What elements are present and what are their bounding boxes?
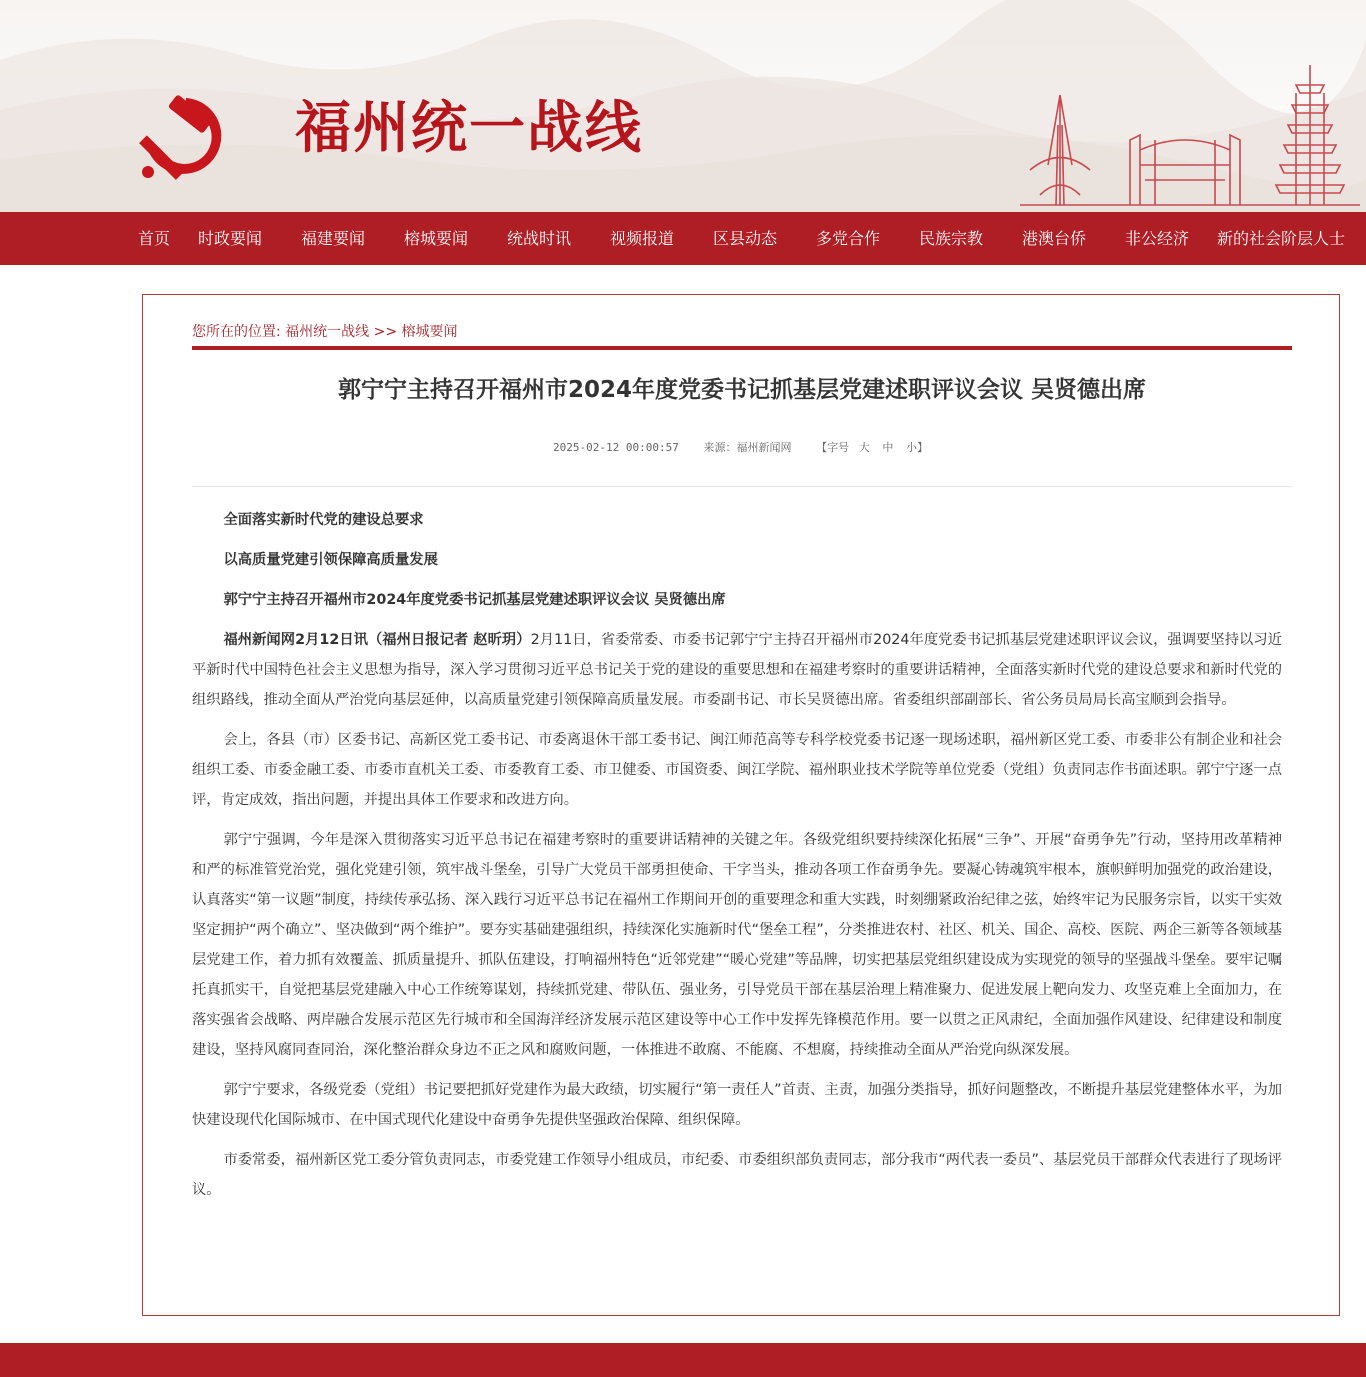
breadcrumb-home-link[interactable]: 福州统一战线 [285, 324, 370, 340]
article-paragraph: 市委常委，福州新区党工委分管负责同志，市委党建工作领导小组成员，市纪委、市委组织部负责同志，部分我市“两代表一委员”、基层党员干部群众代表进行了现场评议。 [192, 1152, 1282, 1198]
nav-item-video-reports[interactable]: 视频报道 [610, 229, 675, 248]
city-landmarks-decoration [1020, 55, 1360, 212]
article-date: 2025-02-12 00:00:57 [553, 441, 679, 454]
header-banner [0, 0, 1366, 212]
meta-divider [192, 486, 1292, 487]
article-meta [192, 439, 1292, 455]
font-size-small-button[interactable]: 小】 [905, 441, 928, 454]
nav-item-non-public-economy[interactable]: 非公经济 [1125, 229, 1190, 248]
nav-item-current-affairs[interactable]: 时政要闻 [198, 229, 263, 248]
nav-item-ethnic-religion[interactable]: 民族宗教 [919, 229, 984, 248]
footer-bar [0, 1343, 1366, 1377]
article-title: 郭宁宁主持召开福州市2024年度党委书记抓基层党建述职评议会议 吴贤德出席 [337, 377, 1147, 403]
breadcrumb-current-link[interactable]: 榕城要闻 [401, 324, 458, 340]
font-size-label: 【字号 [816, 441, 850, 454]
article-lead: 福州新闻网2月12日讯（福州日报记者 赵昕玥） [223, 632, 531, 648]
site-title: 福州统一战线 [295, 95, 643, 161]
nav-item-multi-party[interactable]: 多党合作 [816, 229, 881, 248]
breadcrumb-separator: >> [373, 324, 398, 340]
article-subtitle: 全面落实新时代党的建设总要求 [223, 512, 424, 528]
nav-item-fujian-news[interactable]: 福建要闻 [301, 229, 366, 248]
nav-item-hk-macao-taiwan[interactable]: 港澳台侨 [1022, 229, 1087, 248]
article-paragraph: 会上，各县（市）区委书记、高新区党工委书记、市委离退休干部工委书记、闽江师范高等专科学校党委书记逐一现场述职，福州新区党工委、市委非公有制企业和社会组织工委、市委金融工委、市委市直机关工委、市委教育工委、市卫健委、市国资委、闽江学院、福州职业技术学院等单位党委（党组）负责同志作书面述职。郭宁宁逐一点评，肯定成效，指出问题，并提出具体工作要求和改进方向。 [192, 732, 1282, 808]
article-paragraph-text: 2月11日，省委常委、市委书记郭宁宁主持召开福州市2024年度党委书记抓基层党建述职评议会议，强调要坚持以习近平新时代中国特色社会主义思想为指导，深入学习贯彻习近平总书记关于党的建设的重要思想和在福建考察时的重要讲话精神，全面落实新时代党的建设总要求和新时代党的组织路线，推动全面从严治党向基层延伸，以高质量党建引领保障高质量发展。市委副书记、市长吴贤德出席。省委组织部副部长、省公务员局局长高宝顺到会指导。 [192, 632, 1282, 708]
nav-item-new-social-strata[interactable]: 新的社会阶层人士 [1217, 229, 1346, 248]
nav-item-home[interactable]: 首页 [138, 229, 171, 248]
article-paragraph [192, 625, 1282, 715]
article-subtitle: 郭宁宁主持召开福州市2024年度党委书记抓基层党建述职评议会议 吴贤德出席 [223, 592, 726, 608]
main-nav [0, 212, 1366, 265]
breadcrumb-prefix: 您所在的位置: [192, 324, 281, 340]
article-subtitle: 以高质量党建引领保障高质量发展 [223, 552, 438, 568]
breadcrumb-divider [192, 346, 1292, 350]
breadcrumb [192, 321, 458, 341]
article-body [192, 505, 1282, 1215]
nav-item-united-front-news[interactable]: 统战时讯 [507, 229, 572, 248]
article-source: 来源：福州新闻网 [703, 441, 792, 454]
party-emblem-icon [138, 92, 238, 182]
article-paragraph: 郭宁宁要求，各级党委（党组）书记要把抓好党建作为最大政绩，切实履行“第一责任人”首责、主责，加强分类指导，抓好问题整改，不断提升基层党建整体水平，为加快建设现代化国际城市、在中国式现代化建设中奋勇争先提供坚强政治保障、组织保障。 [192, 1082, 1282, 1128]
nav-item-district-news[interactable]: 区县动态 [713, 229, 778, 248]
nav-item-rongcheng-news[interactable]: 榕城要闻 [404, 229, 469, 248]
font-size-medium-button[interactable]: 中 [882, 441, 894, 454]
article-container [142, 294, 1340, 1316]
font-size-large-button[interactable]: 大 [858, 441, 870, 454]
article-paragraph: 郭宁宁强调，今年是深入贯彻落实习近平总书记在福建考察时的重要讲话精神的关键之年。各级党组织要持续深化拓展“三争”、开展“奋勇争先”行动，坚持用改革精神和严的标准管党治党，强化党建引领，筑牢战斗堡垒，引导广大党员干部勇担使命、干字当头，推动各项工作奋勇争先。要凝心铸魂筑牢根本，旗帜鲜明加强党的政治建设，认真落实“第一议题”制度，持续传承弘扬、深入践行习近平总书记在福州工作期间开创的重要理念和重大实践，时刻绷紧政治纪律之弦，始终牢记为民服务宗旨，以实干实效坚定拥护“两个确立”、坚决做到“两个维护”。要夯实基础建强组织，持续深化实施新时代“堡垒工程”，分类推进农村、社区、机关、国企、高校、医院、两企三新等各领域基层党建工作，着力抓有效覆盖、抓质量提升、抓队伍建设，打响福州特色“近邻党建”“暖心党建”等品牌，切实把基层党组织建设成为实现党的领导的坚强战斗堡垒。要牢记嘱托真抓实干，自觉把基层党建融入中心工作统筹谋划，持续抓党建、带队伍、强业务，引导党员干部在基层治理上精准聚力、促进发展上靶向发力、攻坚克难上全面加力，在落实强省会战略、两岸融合发展示范区先行城市和全国海洋经济发展示范区建设等中心工作中发挥先锋模范作用。要一以贯之正风肃纪，全面加强作风建设、纪律建设和制度建设，坚持风腐同查同治，深化整治群众身边不正之风和腐败问题，一体推进不敢腐、不能腐、不想腐，持续推动全面从严治党向纵深发展。 [192, 832, 1282, 1058]
